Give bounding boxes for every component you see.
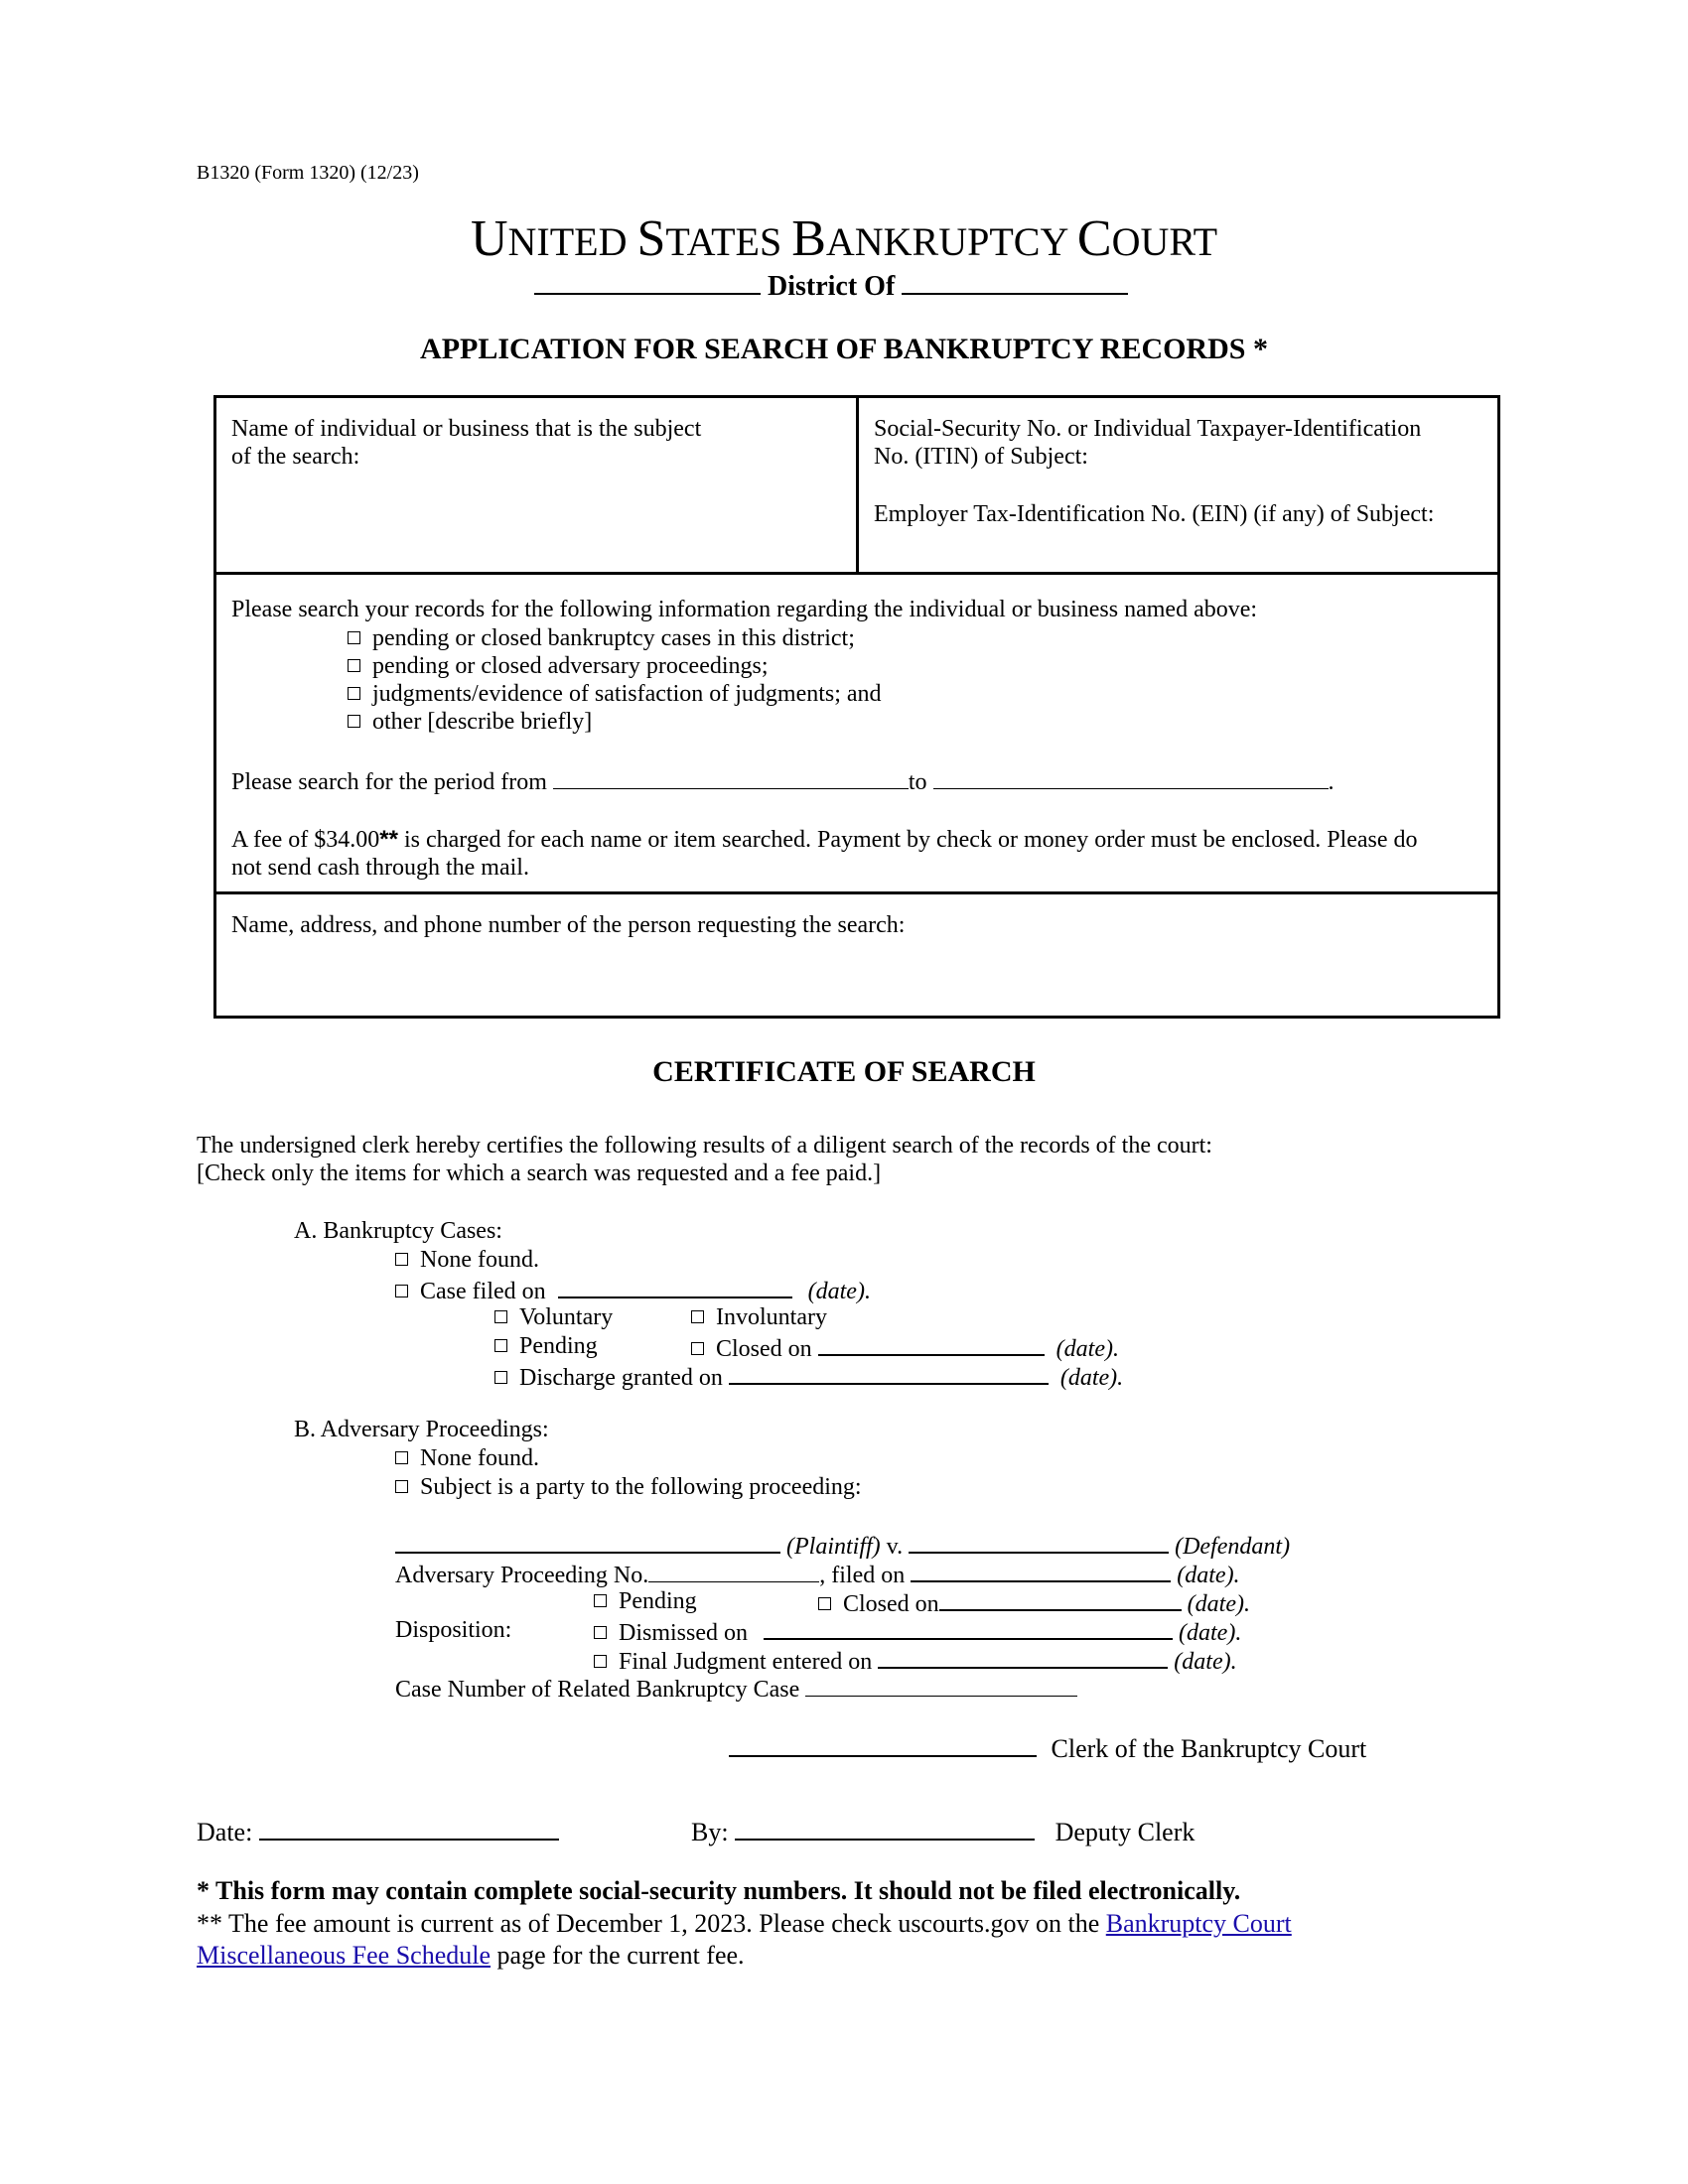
- a-voluntary[interactable]: Voluntary: [494, 1303, 613, 1331]
- b-party[interactable]: Subject is a party to the following proceeding:: [395, 1473, 862, 1501]
- subject-ein-label[interactable]: Employer Tax-Identification No. (EIN) (if any) of Subject:: [874, 501, 1435, 527]
- form-title: APPLICATION FOR SEARCH OF BANKRUPTCY RECORDS *: [420, 333, 1268, 365]
- checkbox[interactable]: [395, 1253, 408, 1266]
- checkbox[interactable]: [494, 1339, 507, 1352]
- fee-schedule-link-cont[interactable]: Miscellaneous Fee Schedule: [197, 1941, 492, 1970]
- requester-label[interactable]: Name, address, and phone number of the person requesting the search:: [231, 912, 906, 938]
- by-signature: By: Deputy Clerk: [691, 1813, 1195, 1848]
- section-a-heading: A. Bankruptcy Cases:: [294, 1218, 502, 1244]
- row-divider-2: [213, 891, 1500, 894]
- checkbox[interactable]: [348, 715, 360, 728]
- checkbox[interactable]: [594, 1626, 607, 1639]
- checkbox[interactable]: [395, 1285, 408, 1297]
- b-pending[interactable]: Pending: [594, 1587, 697, 1615]
- district-line: [534, 270, 1128, 304]
- section-b-heading: B. Adversary Proceedings:: [294, 1417, 549, 1442]
- checkbox[interactable]: [691, 1310, 704, 1323]
- b-none-found[interactable]: None found.: [395, 1444, 539, 1472]
- checkbox[interactable]: [395, 1451, 408, 1464]
- fee-text: A fee of $34.00** is charged for each name or item searched. Payment by check or money order must be enclosed. Please do not send cash through the mail.: [231, 826, 1418, 881]
- subject-name-label[interactable]: Name of individual or business that is the subject of the search:: [231, 416, 702, 470]
- search-intro: Please search your records for the following information regarding the individual or business named above:: [231, 597, 1258, 622]
- court-title: UNITED STATES BANKRUPTCY COURT: [470, 210, 1218, 267]
- adversary-number-blank[interactable]: [648, 1560, 819, 1582]
- clerk-signature-blank[interactable]: [729, 1729, 1037, 1757]
- by-blank[interactable]: [735, 1813, 1035, 1841]
- search-period: Please search for the period from to .: [231, 766, 1335, 796]
- a-discharge: Discharge granted on (date).: [494, 1361, 1123, 1392]
- period-from-blank[interactable]: [553, 766, 909, 789]
- search-option[interactable]: pending or closed bankruptcy cases in this district;: [348, 624, 882, 652]
- form-id: B1320 (Form 1320) (12/23): [197, 162, 419, 184]
- final-judgment-date-blank[interactable]: [878, 1645, 1168, 1669]
- a-closed-on: Closed on (date).: [691, 1332, 1119, 1363]
- certificate-intro: The undersigned clerk hereby certifies the following results of a diligent search of the records of the court: [Check only the items for which a search was requested and a fee paid.]: [197, 1133, 1212, 1186]
- case-filed-date-blank[interactable]: [558, 1275, 792, 1298]
- clerk-signature: Clerk of the Bankruptcy Court: [729, 1729, 1366, 1765]
- adversary-number: Adversary Proceeding No. , filed on (date).: [395, 1559, 1240, 1589]
- checkbox[interactable]: [594, 1655, 607, 1668]
- footnote-2: ** The fee amount is current as of December 1, 2023. Please check uscourts.gov on the Bankruptcy Court Miscellaneous Fee Schedule page for the current fee.: [197, 1909, 1292, 1970]
- checkbox[interactable]: [691, 1342, 704, 1355]
- checkbox[interactable]: [348, 687, 360, 700]
- fee-schedule-link[interactable]: Bankruptcy Court: [1105, 1909, 1292, 1938]
- checkbox[interactable]: [494, 1371, 507, 1384]
- date-signature: Date:: [197, 1813, 559, 1848]
- related-case: Case Number of Related Bankruptcy Case: [395, 1674, 1077, 1704]
- search-option[interactable]: judgments/evidence of satisfaction of judgments; and: [348, 680, 882, 708]
- dismissed-date-blank[interactable]: [764, 1616, 1173, 1640]
- period-to-blank[interactable]: [933, 766, 1329, 789]
- subject-divider: [856, 395, 859, 574]
- discharge-date-blank[interactable]: [729, 1361, 1049, 1385]
- district-right-blank[interactable]: [902, 271, 1128, 295]
- closed-date-blank[interactable]: [818, 1332, 1045, 1356]
- district-left-blank[interactable]: [534, 271, 761, 295]
- subject-ssn-label[interactable]: Social-Security No. or Individual Taxpayer-Identification No. (ITIN) of Subject:: [874, 416, 1422, 470]
- footnote-1: * This form may contain complete social-security numbers. It should not be filed electronically.: [197, 1876, 1241, 1905]
- b-dismissed-on: Dismissed on (date).: [594, 1616, 1241, 1647]
- related-case-blank[interactable]: [805, 1674, 1077, 1697]
- checkbox[interactable]: [594, 1594, 607, 1607]
- b-closed-date-blank[interactable]: [939, 1587, 1182, 1611]
- adversary-filed-date-blank[interactable]: [911, 1559, 1171, 1582]
- defendant-blank[interactable]: [909, 1530, 1169, 1554]
- row-divider-1: [213, 572, 1500, 575]
- adversary-parties: (Plaintiff) v. (Defendant): [395, 1530, 1290, 1561]
- checkbox[interactable]: [818, 1597, 831, 1610]
- plaintiff-blank[interactable]: [395, 1530, 780, 1554]
- checkbox[interactable]: [494, 1310, 507, 1323]
- checkbox[interactable]: [395, 1480, 408, 1493]
- search-option[interactable]: pending or closed adversary proceedings;: [348, 652, 882, 680]
- disposition-label: Disposition:: [395, 1617, 512, 1643]
- a-involuntary[interactable]: Involuntary: [691, 1303, 827, 1331]
- checkbox[interactable]: [348, 659, 360, 672]
- district-label: District Of: [768, 271, 896, 302]
- search-options: [348, 624, 882, 736]
- certificate-title: CERTIFICATE OF SEARCH: [652, 1055, 1036, 1088]
- a-case-filed: Case filed on (date).: [395, 1275, 871, 1305]
- b-closed-on: Closed on (date).: [818, 1587, 1250, 1618]
- date-blank[interactable]: [259, 1813, 559, 1841]
- b-final-judgment: Final Judgment entered on (date).: [594, 1645, 1237, 1676]
- a-none-found[interactable]: None found.: [395, 1246, 539, 1274]
- search-option[interactable]: other [describe briefly]: [348, 708, 882, 736]
- checkbox[interactable]: [348, 631, 360, 644]
- a-pending[interactable]: Pending: [494, 1332, 598, 1360]
